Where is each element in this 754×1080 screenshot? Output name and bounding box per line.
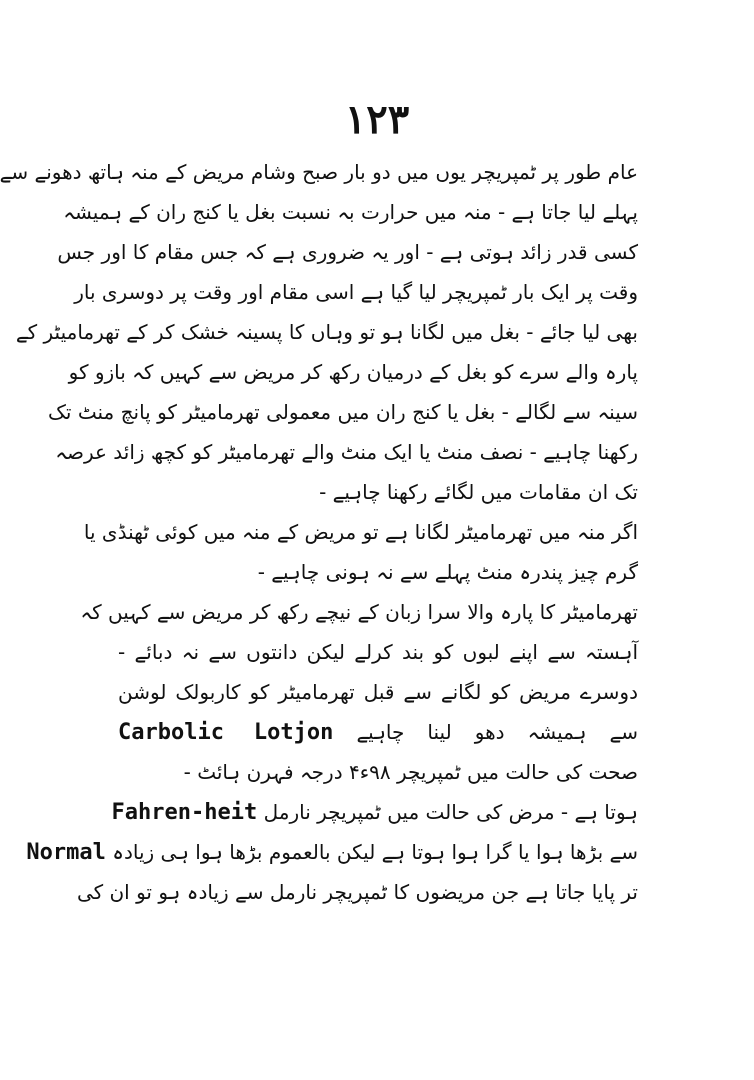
text-line-19: تر پایا جاتا ہے جن مریضوں کا ٹمپریچر نارمل سے زیادہ ہو تو ان کی (76, 880, 638, 904)
fahrenheit-term: Fahren-heit (111, 800, 258, 825)
text-line-9: تک ان مقامات میں لگائے رکھنا چاہیے - (319, 480, 638, 504)
text-line-12: تھرمامیٹر کا پارہ والا سرا زبان کے نیچے رکھ کر مریض سے کہیں کہ (80, 600, 638, 624)
text-line-17 (111, 792, 638, 832)
text-line-15-urdu: سے ہمیشہ دھو لینا چاہیے (356, 720, 638, 744)
text-line-8: رکھنا چاہیے - نصف منٹ یا ایک منٹ والے تھرمامیٹر کو کچھ زائد عرصہ (55, 440, 638, 464)
text-line-14: دوسرے مریض کو لگانے سے قبل تھرمامیٹر کو کاربولک لوشن (118, 680, 638, 704)
text-line-18-urdu: سے بڑھا ہوا یا گرا ہوا ہوتا ہے لیکن بالعموم بڑھا ہوا ہی زیادہ (112, 840, 638, 864)
text-line-17-urdu: ہوتا ہے - مرض کی حالت میں ٹمپریچر نارمل (263, 800, 638, 824)
text-line-4: وقت پر ایک بار ٹمپریچر لیا گیا ہے اسی مقام اور وقت پر دوسری بار (74, 280, 638, 304)
normal-term: Normal (26, 840, 106, 865)
text-line-15 (118, 712, 638, 752)
text-line-2: پہلے لیا جاتا ہے - منہ میں حرارت بہ نسبت بغل یا کنج ران کے ہمیشہ (63, 200, 638, 224)
carbolic-lotion-term: Carbolic Lotjon (118, 720, 334, 745)
body-text (0, 152, 638, 912)
text-line-10: اگر منہ میں تھرمامیٹر لگانا ہے تو مریض کے منہ میں کوئی ٹھنڈی یا (83, 520, 638, 544)
text-line-6: پارہ والے سرے کو بغل کے درمیان رکھ کر مریض سے کہیں کہ بازو کو (68, 360, 638, 384)
text-line-16: صحت کی حالت میں ٹمپریچر ۹۸ء۴ درجہ فہرن ہائٹ - (183, 760, 638, 784)
text-line-3: کسی قدر زائد ہوتی ہے - اور یہ ضروری ہے کہ جس مقام کا اور جس (57, 240, 638, 264)
text-line-5: بھی لیا جائے - بغل میں لگانا ہو تو وہاں کا پسینہ خشک کر کے تھرمامیٹر کے (15, 320, 638, 344)
text-line-7: سینہ سے لگالے - بغل یا کنج ران میں معمولی تھرمامیٹر کو پانچ منٹ تک (48, 400, 638, 424)
text-line-13: آہستہ سے اپنے لبوں کو بند کرلے لیکن دانتوں سے نہ دبائے - (118, 640, 638, 664)
page-number: ۱۲۳ (344, 96, 410, 143)
text-line-18 (26, 832, 638, 872)
text-line-11: گرم چیز پندرہ منٹ پہلے سے نہ ہونی چاہیے - (257, 560, 638, 584)
text-line-1: عام طور پر ٹمپریچر یوں میں دو بار صبح وشام مریض کے منہ ہاتھ دھونے سے (0, 160, 638, 184)
